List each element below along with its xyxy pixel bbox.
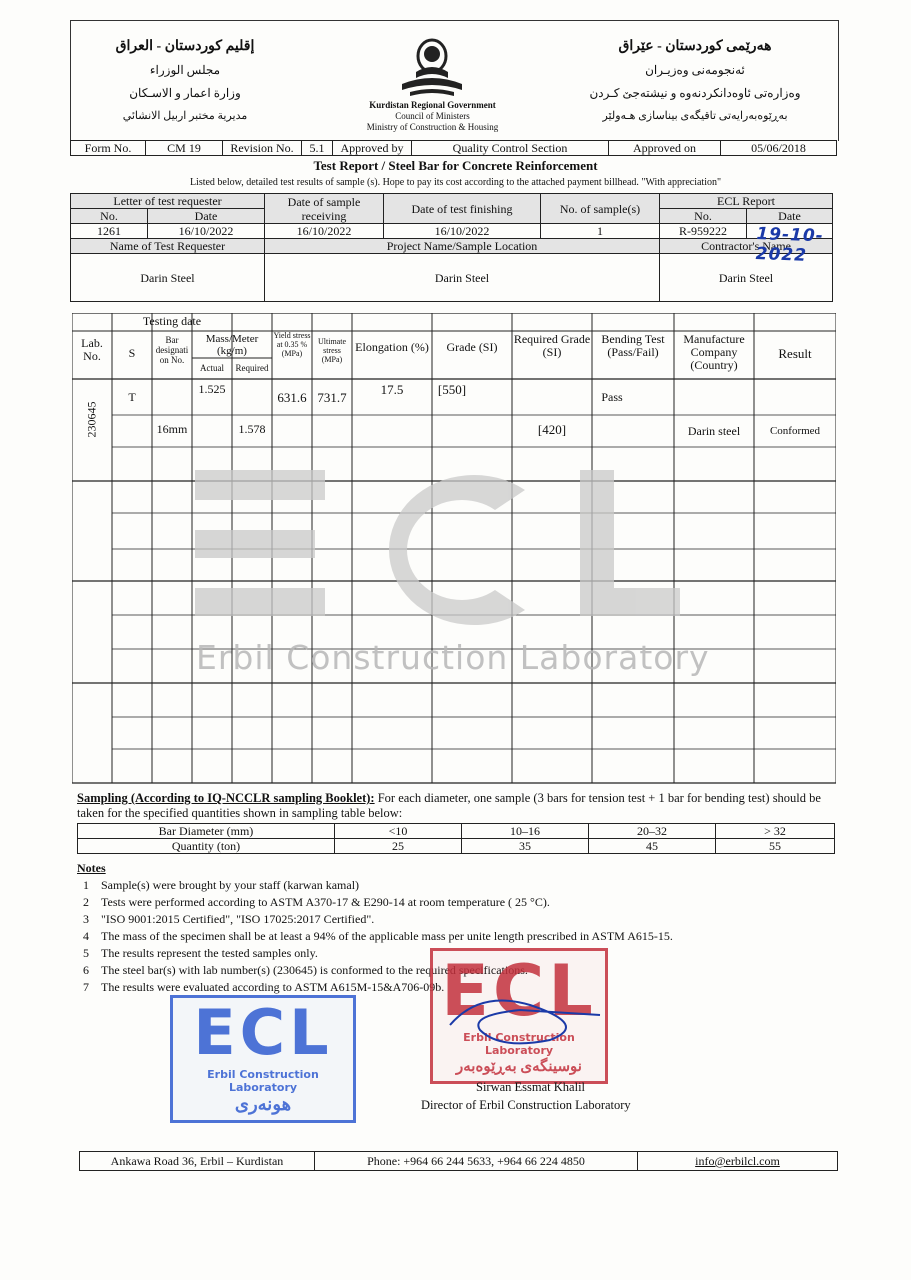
- report-title: Test Report / Steel Bar for Concrete Reinforcement: [313, 158, 598, 173]
- form-no: CM 19: [146, 141, 223, 156]
- sampling-row2-c4: 55: [716, 839, 835, 854]
- hdr-elongation: Elongation (%): [355, 340, 429, 354]
- hdr-mass: Mass/Meter (kg/m): [205, 333, 259, 357]
- contractor-name: Darin Steel: [660, 254, 833, 302]
- footer-address: Ankawa Road 36, Erbil – Kurdistan: [80, 1152, 315, 1171]
- testing-date-label: Testing date: [142, 314, 202, 328]
- letter-date-label: Date: [148, 209, 265, 224]
- ecl-no-label: No.: [660, 209, 747, 224]
- hdr-bar: Bar designati on No.: [155, 335, 189, 365]
- blue-stamp-ar: هونەری: [234, 1094, 292, 1114]
- signature-title: Director of Erbil Construction Laboratory: [421, 1098, 631, 1112]
- header-center-line2: Council of Ministers: [395, 111, 470, 121]
- approved-by: Quality Control Section: [412, 141, 609, 156]
- hdr-ultimate: Ultimate stress (MPa): [318, 337, 346, 364]
- red-stamp-ar: نوسینگەی بەڕێوەبەر: [456, 1059, 582, 1075]
- sampling-row2-c3: 45: [589, 839, 716, 854]
- hdr-result: Result: [778, 346, 812, 361]
- footer-phone: Phone: +964 66 244 5633, +964 66 224 4850: [315, 1152, 638, 1171]
- note-1-text: Sample(s) were brought by your staff (karwan kamal): [101, 878, 360, 892]
- header-left-arabic: [100, 38, 270, 122]
- note-3-text: "ISO 9001:2015 Certified", "ISO 17025:2017 Certified".: [101, 912, 375, 926]
- sampling-text: For each diameter, one sample (3 bars for tension test + 1 bar for bending test) should be taken for the specified quantities shown in sampling table below:: [77, 791, 821, 820]
- sampling-paragraph: [77, 791, 837, 821]
- blue-stamp: [170, 995, 356, 1123]
- sampling-row1-label: Bar Diameter (mm): [78, 824, 335, 839]
- sampling-row2-c2: 35: [462, 839, 589, 854]
- requester-name: Darin Steel: [71, 254, 265, 302]
- hdr-yield: Yield stress at 0.35 % (MPa): [273, 331, 311, 358]
- letter-no-label: No.: [71, 209, 148, 224]
- header-right-line1: هەرێمی کوردستان - عێراق: [618, 39, 772, 54]
- header-left-line3: وزارة اعمار و الاسـكان: [129, 86, 241, 100]
- sampling-row1-c3: 20–32: [589, 824, 716, 839]
- ecl-date-label: Date: [747, 209, 833, 224]
- sampling-row2-label: Quantity (ton): [78, 839, 335, 854]
- ecl-date-handwritten: 19-10-2022: [755, 224, 825, 266]
- sampling-table: [77, 823, 835, 854]
- hdr-s: S: [128, 346, 136, 360]
- val-result: Conformed: [769, 425, 821, 437]
- hdr-grade: Grade (SI): [446, 340, 498, 354]
- hdr-lab-no: Lab. No.: [81, 336, 103, 363]
- header-center-line1: Kurdistan Regional Government: [369, 100, 496, 110]
- val-bending: Pass: [601, 390, 623, 404]
- approved-on: 05/06/2018: [721, 141, 837, 156]
- contractor-label: Contractor's Name: [660, 239, 833, 254]
- note-2-text: Tests were performed according to ASTM A370-17 & E290-14 at room temperature ( 25 °C).: [101, 895, 550, 909]
- note-5: 5 The results represent the tested samples only.: [77, 946, 318, 960]
- header-right-kurdish: [580, 38, 810, 122]
- hdr-req-grade: Required Grade (SI): [513, 332, 591, 359]
- finishing-date: 16/10/2022: [384, 224, 541, 239]
- ecl-label: ECL Report: [660, 194, 833, 209]
- blue-stamp-sub: Erbil Construction Laboratory: [207, 1068, 319, 1094]
- note-4-text: The mass of the specimen shall be at least a 94% of the applicable mass per unite length prescribed in ASTM A615-15.: [101, 929, 673, 943]
- red-stamp-sub: Erbil Construction Laboratory: [463, 1031, 575, 1057]
- val-lab-no: 230645: [84, 401, 99, 438]
- krg-emblem-icon: [396, 32, 468, 100]
- note-3: 3 "ISO 9001:2015 Certified", "ISO 17025:2017 Certified".: [77, 912, 375, 926]
- blue-stamp-logo: ECL: [193, 996, 333, 1069]
- header-right-line3: وەزارەتی ئاوەدانکردنەوە و نیشتەجێ کـردن: [589, 86, 801, 100]
- note-7: 7 The results were evaluated according to ASTM A615M-15&A706-09b.: [77, 980, 445, 994]
- val-grade: [550]: [437, 382, 467, 397]
- val-yield: 631.6: [277, 390, 307, 405]
- approved-on-label: Approved on: [609, 141, 721, 156]
- hdr-required: Required: [235, 363, 269, 373]
- receiving-date: 16/10/2022: [265, 224, 384, 239]
- report-subtitle: Listed below, detailed test results of sample (s). Hope to pay its cost according to the attached payment billhead. "With appreciation": [189, 177, 722, 188]
- letter-label: Letter of test requester: [71, 194, 265, 209]
- footer-email-link[interactable]: info@erbilcl.com: [695, 1154, 780, 1168]
- sampling-row1-c2: 10–16: [462, 824, 589, 839]
- sampling-heading: Sampling (According to IQ-NCCLR sampling Booklet):: [77, 791, 375, 805]
- header-right-line2: ئەنجومەنی وەزیـران: [645, 63, 745, 77]
- header-left-line1: إقليم كوردستان - العراق: [115, 39, 255, 54]
- request-table: [70, 193, 833, 302]
- note-7-text: The results were evaluated according to ASTM A615M-15&A706-09b.: [101, 980, 445, 994]
- samples-label: No. of sample(s): [541, 194, 660, 224]
- val-manufacture: Darin steel: [687, 424, 741, 438]
- header-right-line4: بەڕێوەبەرایەتی تاقیگەی بیناسازی هـەولێر: [602, 110, 788, 122]
- revision: 5.1: [302, 141, 333, 156]
- note-1: 1 Sample(s) were brought by your staff (karwan kamal): [77, 878, 360, 892]
- sampling-row2-c1: 25: [335, 839, 462, 854]
- val-ultimate: 731.7: [317, 390, 347, 405]
- watermark-text: Erbil Construction Laboratory: [196, 638, 710, 677]
- header-center-line3: Ministry of Construction & Housing: [366, 122, 499, 132]
- sampling-row1-c4: > 32: [716, 824, 835, 839]
- header-left-line2: مجلس الوزراء: [149, 63, 221, 77]
- letter-date: 16/10/2022: [148, 224, 265, 239]
- note-6-text: The steel bar(s) with lab number(s) (230645) is conformed to the required specifications.: [101, 963, 528, 977]
- val-actual: 1.525: [198, 382, 226, 396]
- requester-label: Name of Test Requester: [71, 239, 265, 254]
- val-required: 1.578: [238, 422, 266, 436]
- footer: [79, 1151, 838, 1171]
- footer-email[interactable]: [638, 1152, 838, 1171]
- val-req-grade: [420]: [537, 422, 567, 437]
- project-label: Project Name/Sample Location: [265, 239, 660, 254]
- red-stamp-logo: ECL: [441, 950, 597, 1032]
- revision-label: Revision No.: [223, 141, 302, 156]
- note-5-text: The results represent the tested samples only.: [101, 946, 318, 960]
- sampling-row1-c1: <10: [335, 824, 462, 839]
- note-2: 2 Tests were performed according to ASTM A370-17 & E290-14 at room temperature ( 25 °C).: [77, 895, 550, 909]
- header-left-line4: مديرية مختبر اربيل الانشائي: [122, 110, 248, 122]
- val-elongation: 17.5: [380, 382, 404, 397]
- val-bar: 16mm: [156, 422, 188, 436]
- note-6: 6 The steel bar(s) with lab number(s) (230645) is conformed to the required specifications.: [77, 963, 528, 977]
- ecl-no: R-959222: [660, 224, 747, 239]
- samples-count: 1: [541, 224, 660, 239]
- form-no-label: Form No.: [71, 141, 146, 156]
- project-name: Darin Steel: [265, 254, 660, 302]
- hdr-actual: Actual: [200, 363, 224, 373]
- hdr-manufacture: Manufacture Company (Country): [683, 332, 745, 372]
- note-4: 4 The mass of the specimen shall be at least a 94% of the applicable mass per unite length prescribed in ASTM A615-15.: [77, 929, 673, 943]
- signature-name: Sirwan Essmat Khalil: [476, 1080, 586, 1094]
- signature-scribble: [440, 985, 620, 1055]
- finishing-label: Date of test finishing: [384, 194, 541, 224]
- val-s: T: [128, 390, 136, 404]
- form-bar: [70, 140, 837, 156]
- notes-heading: Notes: [77, 861, 106, 875]
- receiving-label: Date of sample receiving: [265, 194, 384, 224]
- approved-by-label: Approved by: [333, 141, 412, 156]
- header-center: [340, 100, 525, 133]
- hdr-bending: Bending Test (Pass/Fail): [601, 332, 665, 359]
- letter-no: 1261: [71, 224, 148, 239]
